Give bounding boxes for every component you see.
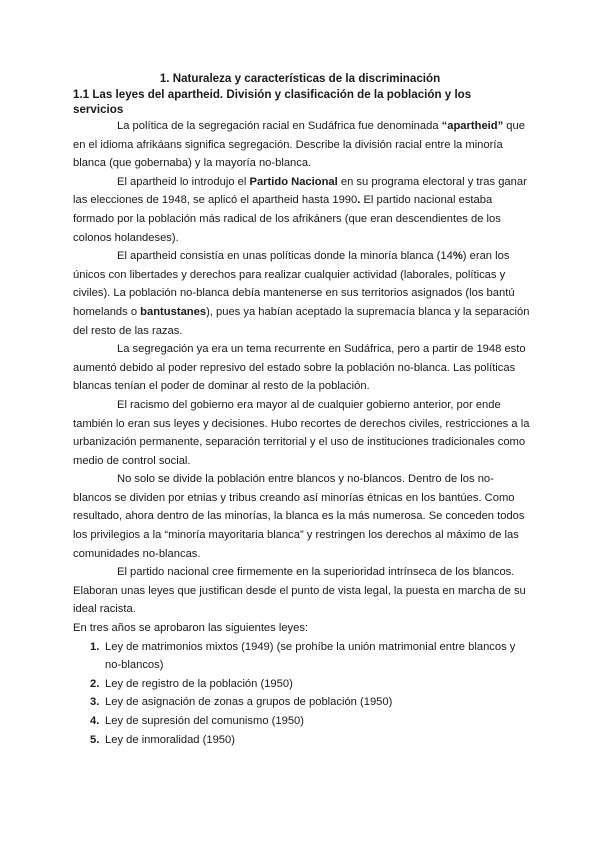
document-body <box>73 117 531 749</box>
paragraph: La política de la segregación racial en Sudáfrica fue denominada “apartheid” que en el idioma afrikáans significa segregación. Describe la división racial entre la minoría blanca (que gobernaba) y la mayoría no-blanca. <box>73 120 525 170</box>
paragraph: Elaboran unas leyes que justifican desde el punto de vista legal, la puesta en marcha de su ideal racista. <box>73 584 526 616</box>
list-item: 4. Ley de supresión del comunismo (1950) <box>90 715 304 727</box>
list-item: 1. Ley de matrimonios mixtos (1949) (se prohíbe la unión matrimonial entre blancos y no-blancos) <box>90 640 516 672</box>
subsection-title: 1.1 Las leyes del apartheid. División y clasificación de la población y los servicios <box>73 88 472 116</box>
paragraph: El partido nacional cree firmemente en la superioridad intrínseca de los blancos. <box>117 566 515 579</box>
paragraph: El racismo del gobierno era mayor al de cualquier gobierno anterior, por ende también lo eran sus leyes y decisiones. Hubo recortes de derechos civiles, restricciones a la urbanización permanente, separación territorial y el uso de instituciones tradicionales como medio de control social. <box>73 398 530 467</box>
term-partido-nacional: Partido Nacional <box>249 175 338 188</box>
term-apartheid: “apartheid” <box>441 120 504 132</box>
paragraph: En tres años se aprobaron las siguientes leyes: <box>73 622 309 635</box>
paragraph: El apartheid lo introdujo el Partido Nacional en su programa electoral y tras ganar las elecciones de 1948, se aplicó el apartheid hasta 1990. El partido nacional estaba formado por la población más radical de los afrikáners (que eran descendientes de los colonos holandeses). <box>73 175 527 244</box>
term-bantustanes: bantustanes <box>140 305 207 318</box>
paragraph: El apartheid consistía en unas políticas donde la minoría blanca (14%) eran los únicos con libertades y derechos para realizar cualquier actividad (laborales, políticas y civiles). La población no-blanca debía mantenerse en sus territorios asignados (los bantú homelands o bantustanes), pues ya habían aceptado la supremacía blanca y la separación del resto de las razas. <box>73 250 530 337</box>
laws-list <box>73 638 531 750</box>
section-title: 1. Naturaleza y características de la discriminación <box>159 72 441 85</box>
paragraph: No solo se divide la población entre blancos y no-blancos. Dentro de los no-blancos se dividen por etnias y tribus creando así minorías étnicas en los bantúes. Como resultado, ahora dentro de las minorías, la blanca es la más numerosa. Se conceden todos los privilegios a la “minoría mayoritaria blanca” y restringen los derechos al máximo de las comunidades no-blancas. <box>73 473 525 560</box>
list-item: 2. Ley de registro de la población (1950) <box>90 677 293 690</box>
paragraph: La segregación ya era un tema recurrente en Sudáfrica, pero a partir de 1948 esto aumentó debido al poder represivo del estado sobre la población no-blanca. Las políticas blancas tenían el poder de dominar al resto de la población. <box>73 343 526 393</box>
list-item: 3. Ley de asignación de zonas a grupos de población (1950) <box>90 696 393 709</box>
list-item: 5. Ley de inmoralidad (1950) <box>90 733 235 746</box>
